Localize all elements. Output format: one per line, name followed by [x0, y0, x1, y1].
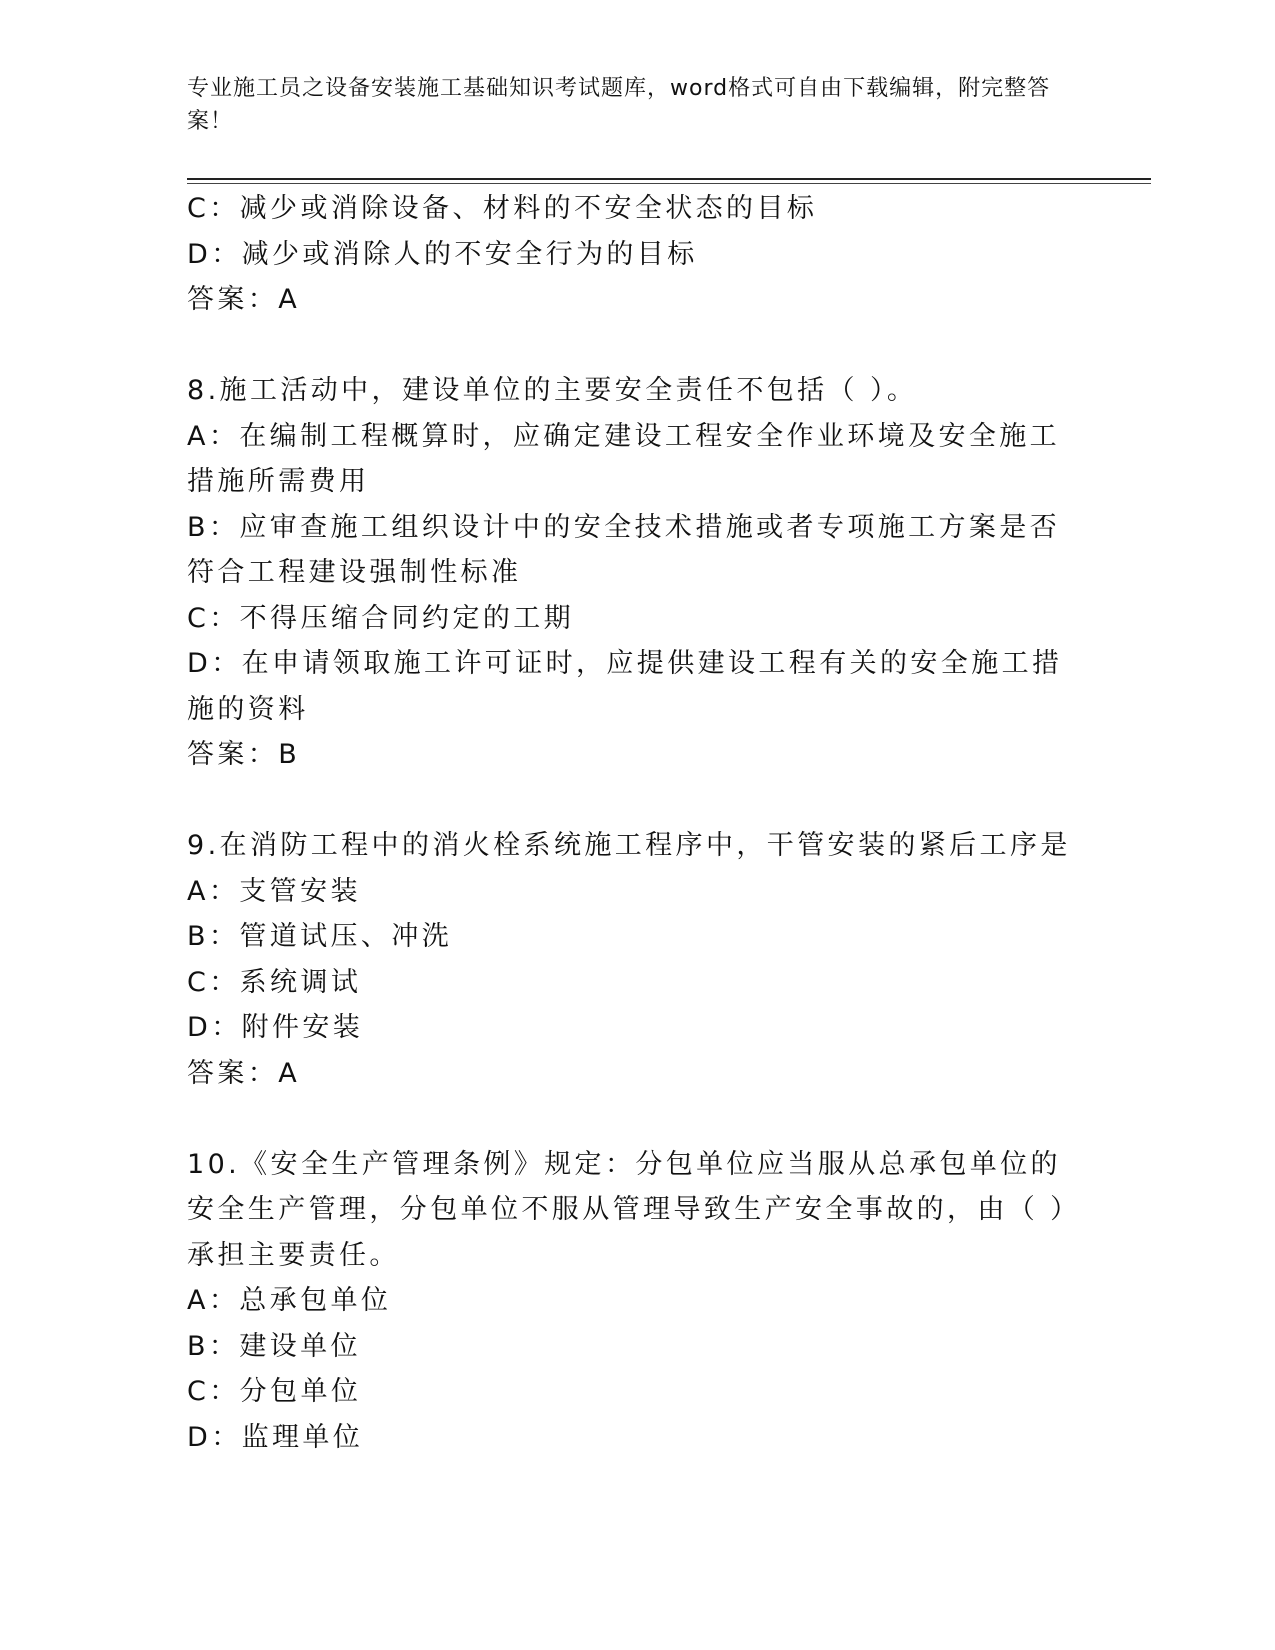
question-9	[187, 823, 1077, 1096]
option-b: B：应审查施工组织设计中的安全技术措施或者专项施工方案是否符合工程建设强制性标准	[187, 511, 1061, 588]
option-a: A：支管安装	[187, 875, 361, 907]
spacer	[187, 323, 1077, 369]
answer-label: 答案：A	[187, 1057, 301, 1089]
answer-label: 答案：A	[187, 284, 301, 315]
spacer	[187, 1096, 1077, 1142]
option-a: A：在编制工程概算时，应确定建设工程安全作业环境及安全施工措施所需费用	[187, 420, 1061, 497]
question-text: 10.《安全生产管理条例》规定：分包单位应当服从总承包单位的安全生产管理，分包单位不服从管理导致生产安全事故的，由（ ）承担主要责任。	[187, 1148, 1068, 1271]
option-d: D：附件安装	[187, 1012, 364, 1043]
question-10	[187, 1142, 1077, 1461]
answer-label: 答案：B	[187, 739, 301, 770]
option-c: C：系统调试	[187, 966, 362, 998]
option-d: D：减少或消除人的不安全行为的目标	[187, 238, 698, 270]
question-text: 9.在消防工程中的消火栓系统施工程序中，干管安装的紧后工序是	[187, 830, 1071, 861]
question-text: 8.施工活动中，建设单位的主要安全责任不包括（ ）。	[187, 375, 918, 406]
option-d: D：监理单位	[187, 1421, 364, 1453]
header-divider-thick	[187, 178, 1151, 180]
option-d: D：在申请领取施工许可证时，应提供建设工程有关的安全施工措施的资料	[187, 648, 1063, 725]
question-list	[187, 186, 1077, 1460]
question-7-tail	[187, 186, 1077, 323]
option-c: C：减少或消除设备、材料的不安全状态的目标	[187, 193, 818, 224]
option-b: B：建设单位	[187, 1330, 361, 1362]
document-header: 专业施工员之设备安装施工基础知识考试题库，word格式可自由下载编辑，附完整答案！	[187, 76, 1051, 134]
question-8	[187, 368, 1077, 778]
header-divider-thin	[187, 183, 1151, 184]
option-a: A：总承包单位	[187, 1285, 392, 1316]
option-c: C：不得压缩合同约定的工期	[187, 602, 575, 634]
spacer	[187, 778, 1077, 824]
option-c: C：分包单位	[187, 1376, 362, 1407]
option-b: B：管道试压、冲洗	[187, 921, 453, 952]
